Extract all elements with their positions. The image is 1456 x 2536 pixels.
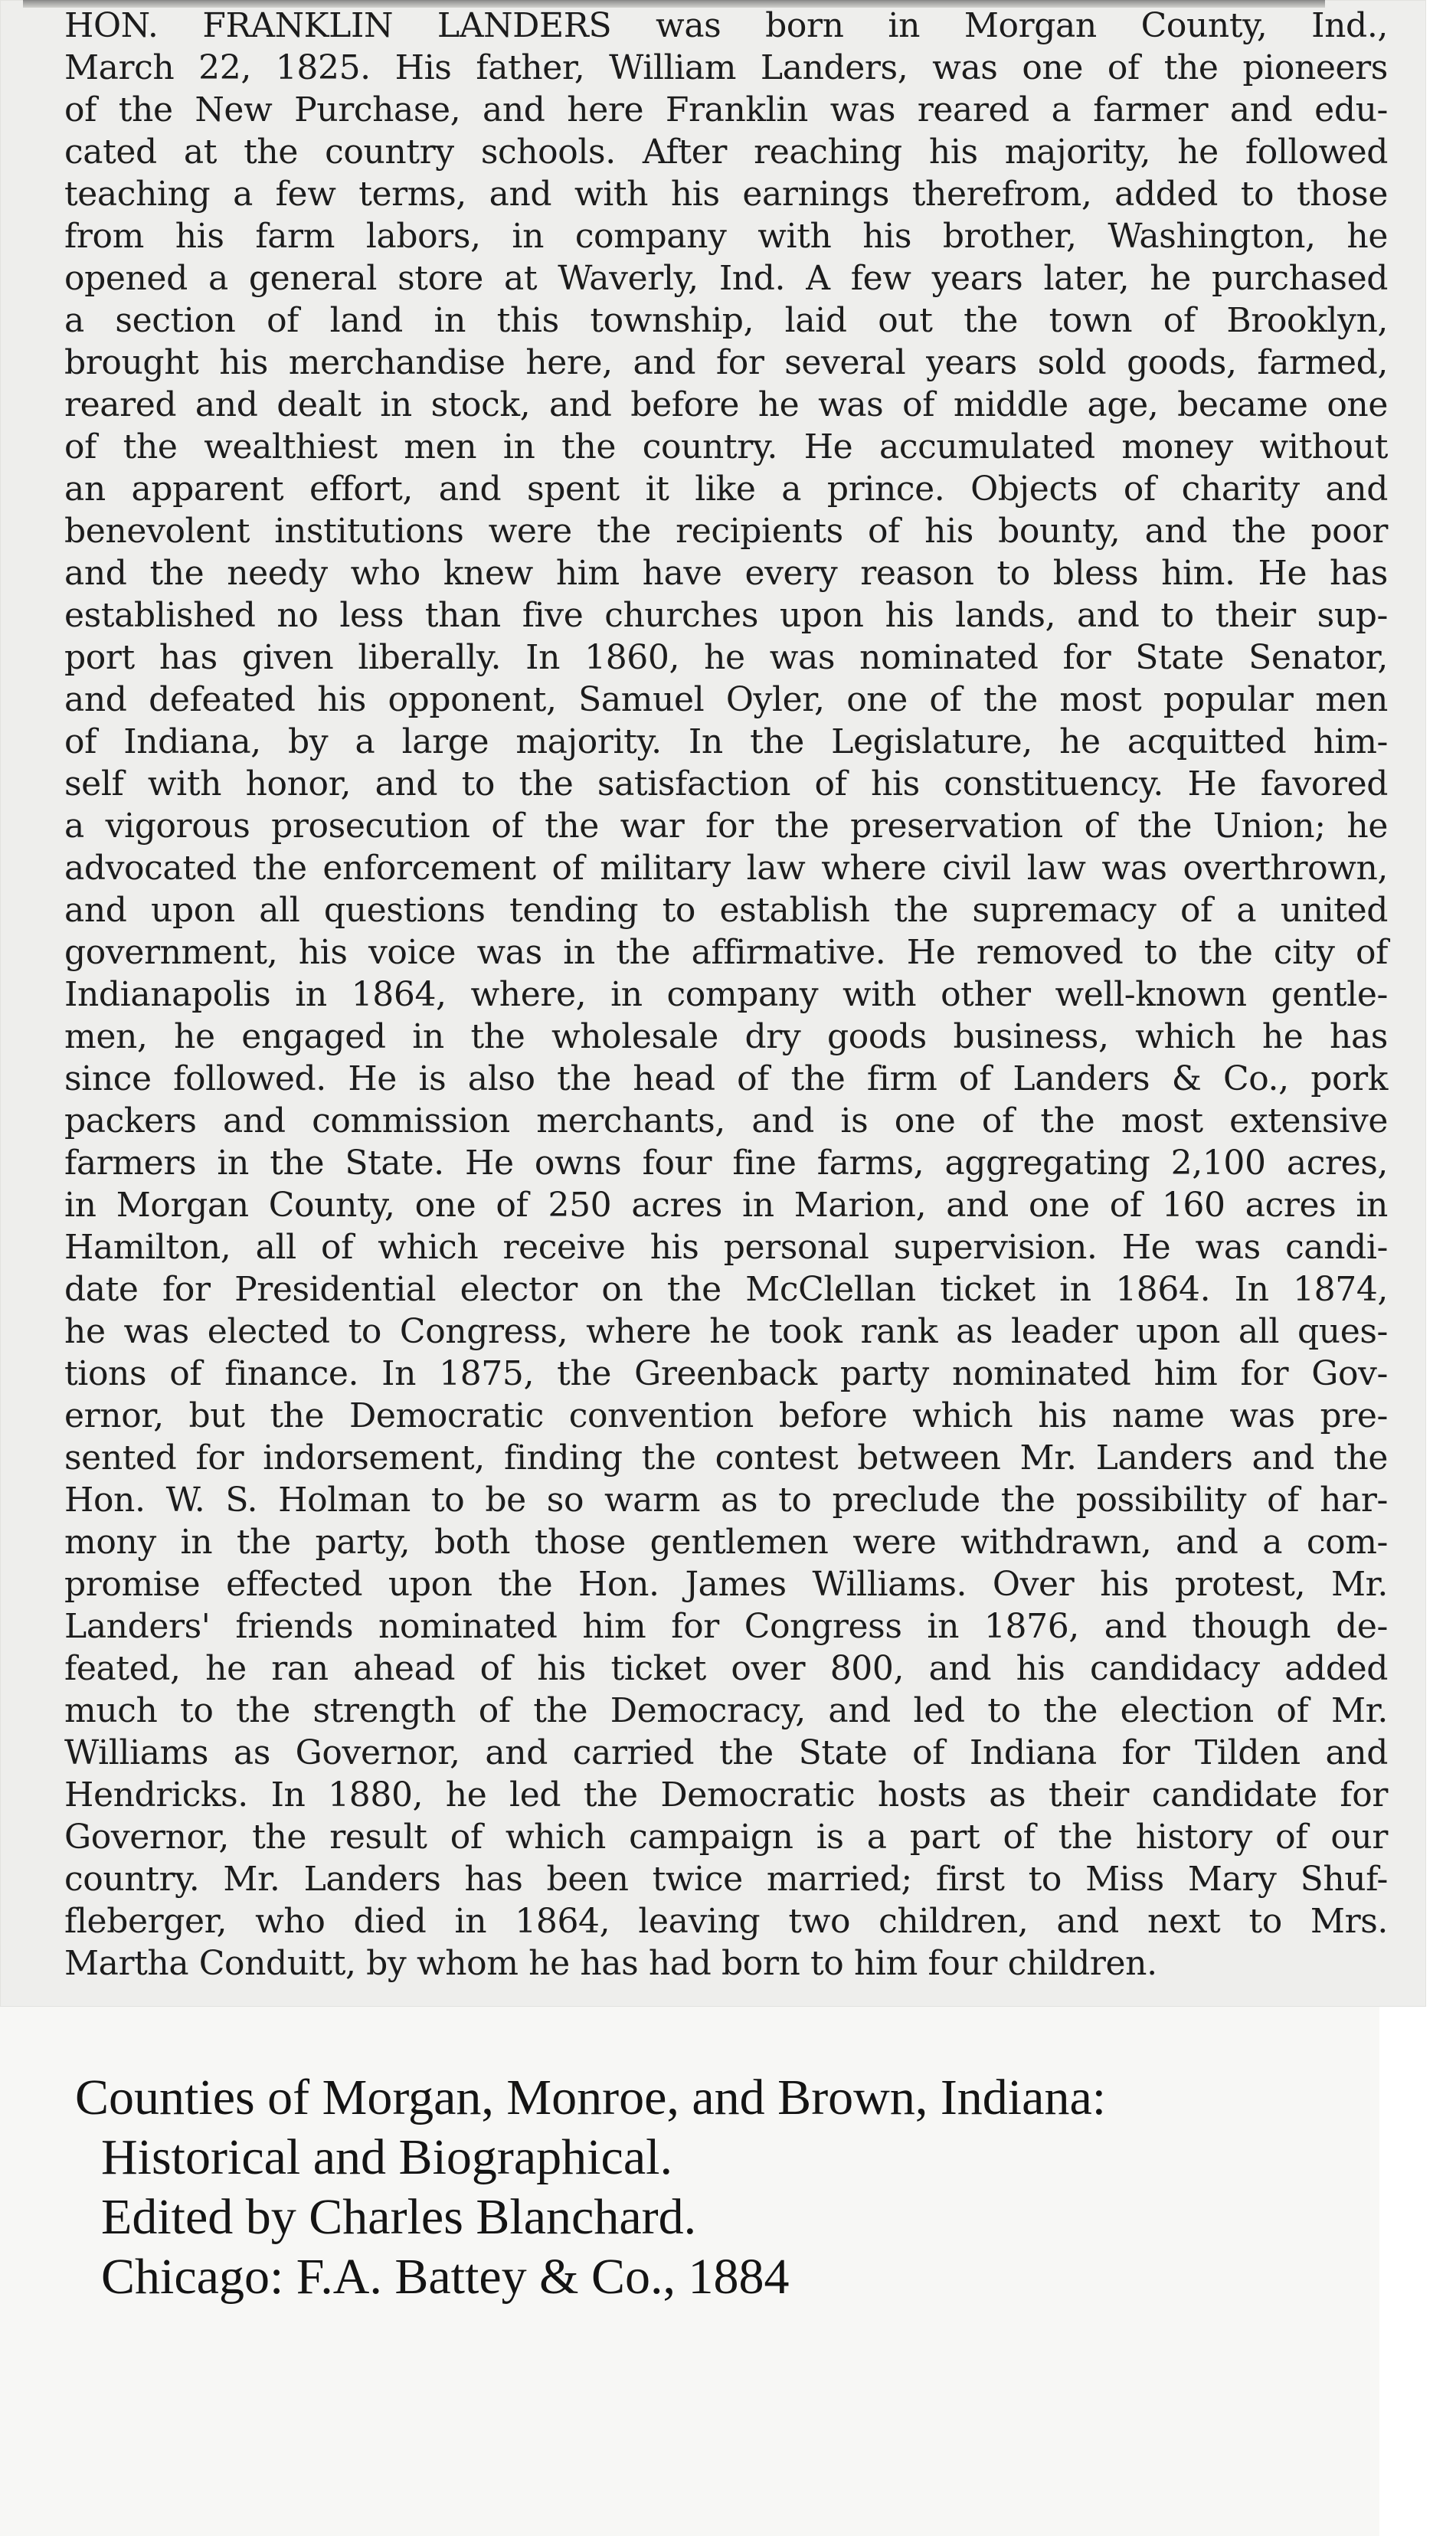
article-line: since followed. He is also the head of the firm of Landers & Co., pork <box>64 1059 1388 1098</box>
article-line: advocated the enforcement of military law where civil law was overthrown, <box>64 849 1388 888</box>
citation-subtitle: Historical and Biographical. <box>101 2129 672 2185</box>
article-line: a section of land in this township, laid out the town of Brooklyn, <box>64 301 1388 340</box>
article-line: Hon. W. S. Holman to be so warm as to preclude the possibility of har- <box>64 1481 1388 1520</box>
article-line: promise effected upon the Hon. James Williams. Over his protest, Mr. <box>64 1565 1388 1604</box>
article-line: Indianapolis in 1864, where, in company with other well-known gentle- <box>64 975 1388 1014</box>
article-line: an apparent effort, and spent it like a prince. Objects of charity and <box>64 470 1388 509</box>
article-line: of Indiana, by a large majority. In the Legislature, he acquitted him- <box>64 722 1388 761</box>
article-line: sented for indorsement, finding the contest between Mr. Landers and the <box>64 1438 1388 1477</box>
article-line: self with honor, and to the satisfaction of his constituency. He favored <box>64 764 1388 803</box>
article-line: established no less than five churches upon his lands, and to their sup- <box>64 596 1388 635</box>
article-line: men, he engaged in the wholesale dry goods business, which he has <box>64 1017 1388 1056</box>
article-line: mony in the party, both those gentlemen were withdrawn, and a com- <box>64 1523 1388 1562</box>
article-line: packers and commission merchants, and is one of the most extensive <box>64 1101 1388 1140</box>
article-line: Hendricks. In 1880, he led the Democratic hosts as their candidate for <box>64 1775 1388 1814</box>
citation-book-title: Counties of Morgan, Monroe, and Brown, Indiana: <box>75 2070 1107 2125</box>
article-line: port has given liberally. In 1860, he was nominated for State Senator, <box>64 638 1388 677</box>
article-line: from his farm labors, in company with his brother, Washington, he <box>64 217 1388 256</box>
article-line: March 22, 1825. His father, William Landers, was one of the pioneers <box>64 48 1388 87</box>
article-line: cated at the country schools. After reaching his majority, he followed <box>64 133 1388 172</box>
citation-editor: Edited by Charles Blanchard. <box>101 2189 697 2245</box>
article-line: HON. FRANKLIN LANDERS was born in Morgan County, Ind., <box>64 6 1388 45</box>
article-line: feated, he ran ahead of his ticket over 800, and his candidacy added <box>64 1649 1388 1688</box>
article-line: Hamilton, all of which receive his personal supervision. He was candi- <box>64 1228 1388 1267</box>
biography-article <box>64 5 1388 1985</box>
article-line: tions of finance. In 1875, the Greenback party nominated him for Gov- <box>64 1354 1388 1393</box>
article-line: a vigorous prosecution of the war for the preservation of the Union; he <box>64 807 1388 846</box>
article-line: benevolent institutions were the recipients of his bounty, and the poor <box>64 512 1388 551</box>
source-citation <box>75 2068 1106 2307</box>
article-line: of the wealthiest men in the country. He accumulated money without <box>64 427 1388 466</box>
article-line: brought his merchandise here, and for several years sold goods, farmed, <box>64 343 1388 382</box>
article-line: in Morgan County, one of 250 acres in Marion, and one of 160 acres in <box>64 1186 1388 1225</box>
article-line: Martha Conduitt, by whom he has had born to him four children. <box>64 1944 1157 1983</box>
article-line: farmers in the State. He owns four fine farms, aggregating 2,100 acres, <box>64 1144 1388 1183</box>
citation-publisher: Chicago: F.A. Battey & Co., 1884 <box>101 2249 790 2305</box>
article-line: date for Presidential elector on the McClellan ticket in 1864. In 1874, <box>64 1270 1388 1309</box>
article-line: of the New Purchase, and here Franklin was reared a farmer and edu- <box>64 90 1388 129</box>
article-line: country. Mr. Landers has been twice married; first to Miss Mary Shuf- <box>64 1860 1388 1899</box>
article-line: Landers' friends nominated him for Congress in 1876, and though de- <box>64 1607 1388 1646</box>
article-line: he was elected to Congress, where he took rank as leader upon all ques- <box>64 1312 1388 1351</box>
article-line: teaching a few terms, and with his earnings therefrom, added to those <box>64 175 1388 214</box>
article-line: and defeated his opponent, Samuel Oyler, one of the most popular men <box>64 680 1388 719</box>
article-line: fleberger, who died in 1864, leaving two children, and next to Mrs. <box>64 1902 1388 1941</box>
article-line: opened a general store at Waverly, Ind. A few years later, he purchased <box>64 259 1388 298</box>
article-line: government, his voice was in the affirmative. He removed to the city of <box>64 933 1388 972</box>
article-line: Governor, the result of which campaign is a part of the history of our <box>64 1818 1388 1857</box>
article-line: and upon all questions tending to establish the supremacy of a united <box>64 891 1388 930</box>
article-line: reared and dealt in stock, and before he was of middle age, became one <box>64 385 1388 424</box>
article-line: and the needy who knew him have every reason to bless him. He has <box>64 554 1388 593</box>
article-line: ernor, but the Democratic convention before which his name was pre- <box>64 1396 1388 1435</box>
article-line: much to the strength of the Democracy, and led to the election of Mr. <box>64 1691 1388 1730</box>
article-line: Williams as Governor, and carried the State of Indiana for Tilden and <box>64 1733 1388 1772</box>
